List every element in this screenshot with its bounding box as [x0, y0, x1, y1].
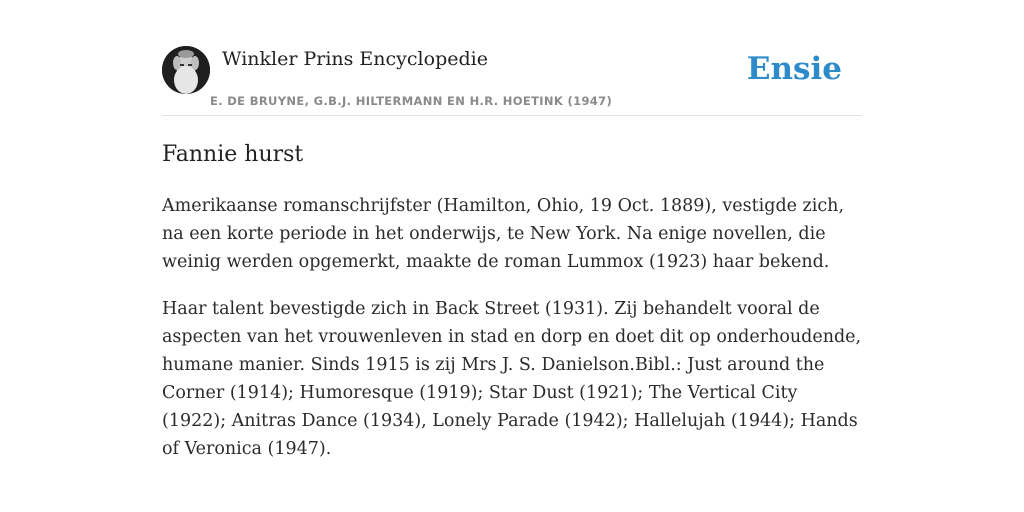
article-paragraph: Amerikaanse romanschrijfster (Hamilton, Ohio, 19 Oct. 1889), vestigde zich, na een korte periode in het onderwijs, te New York. Na enige novellen, die weinig werden opgemerkt, maakte de roman Lummox (1923) haar bekend.	[162, 196, 845, 272]
article-card	[162, 44, 862, 463]
ensie-logo[interactable]: Ensie	[746, 51, 842, 87]
encyclopedia-authors: E. DE BRUYNE, G.B.J. HILTERMANN EN H.R. HOETINK (1947)	[210, 94, 613, 108]
encyclopedia-title[interactable]: Winkler Prins Encyclopedie	[222, 48, 488, 70]
article-paragraph: Haar talent bevestigde zich in Back Street (1931). Zij behandelt vooral de aspecten van het vrouwenleven in stad en dorp en doet dit op onderhoudende, humane manier. Sinds 1915 is zij Mrs J. S. Danielson.Bibl.: Just around the Corner (1914); Humoresque (1919); Star Dust (1921); The Vertical City (1922); Anitras Dance (1934), Lonely Parade (1942); Hallelujah (1944); Hands of Veronica (1947).	[162, 299, 862, 459]
bearded-man-portrait-icon	[162, 46, 210, 94]
article-title: Fannie hurst	[162, 142, 304, 167]
source-header	[162, 44, 862, 116]
